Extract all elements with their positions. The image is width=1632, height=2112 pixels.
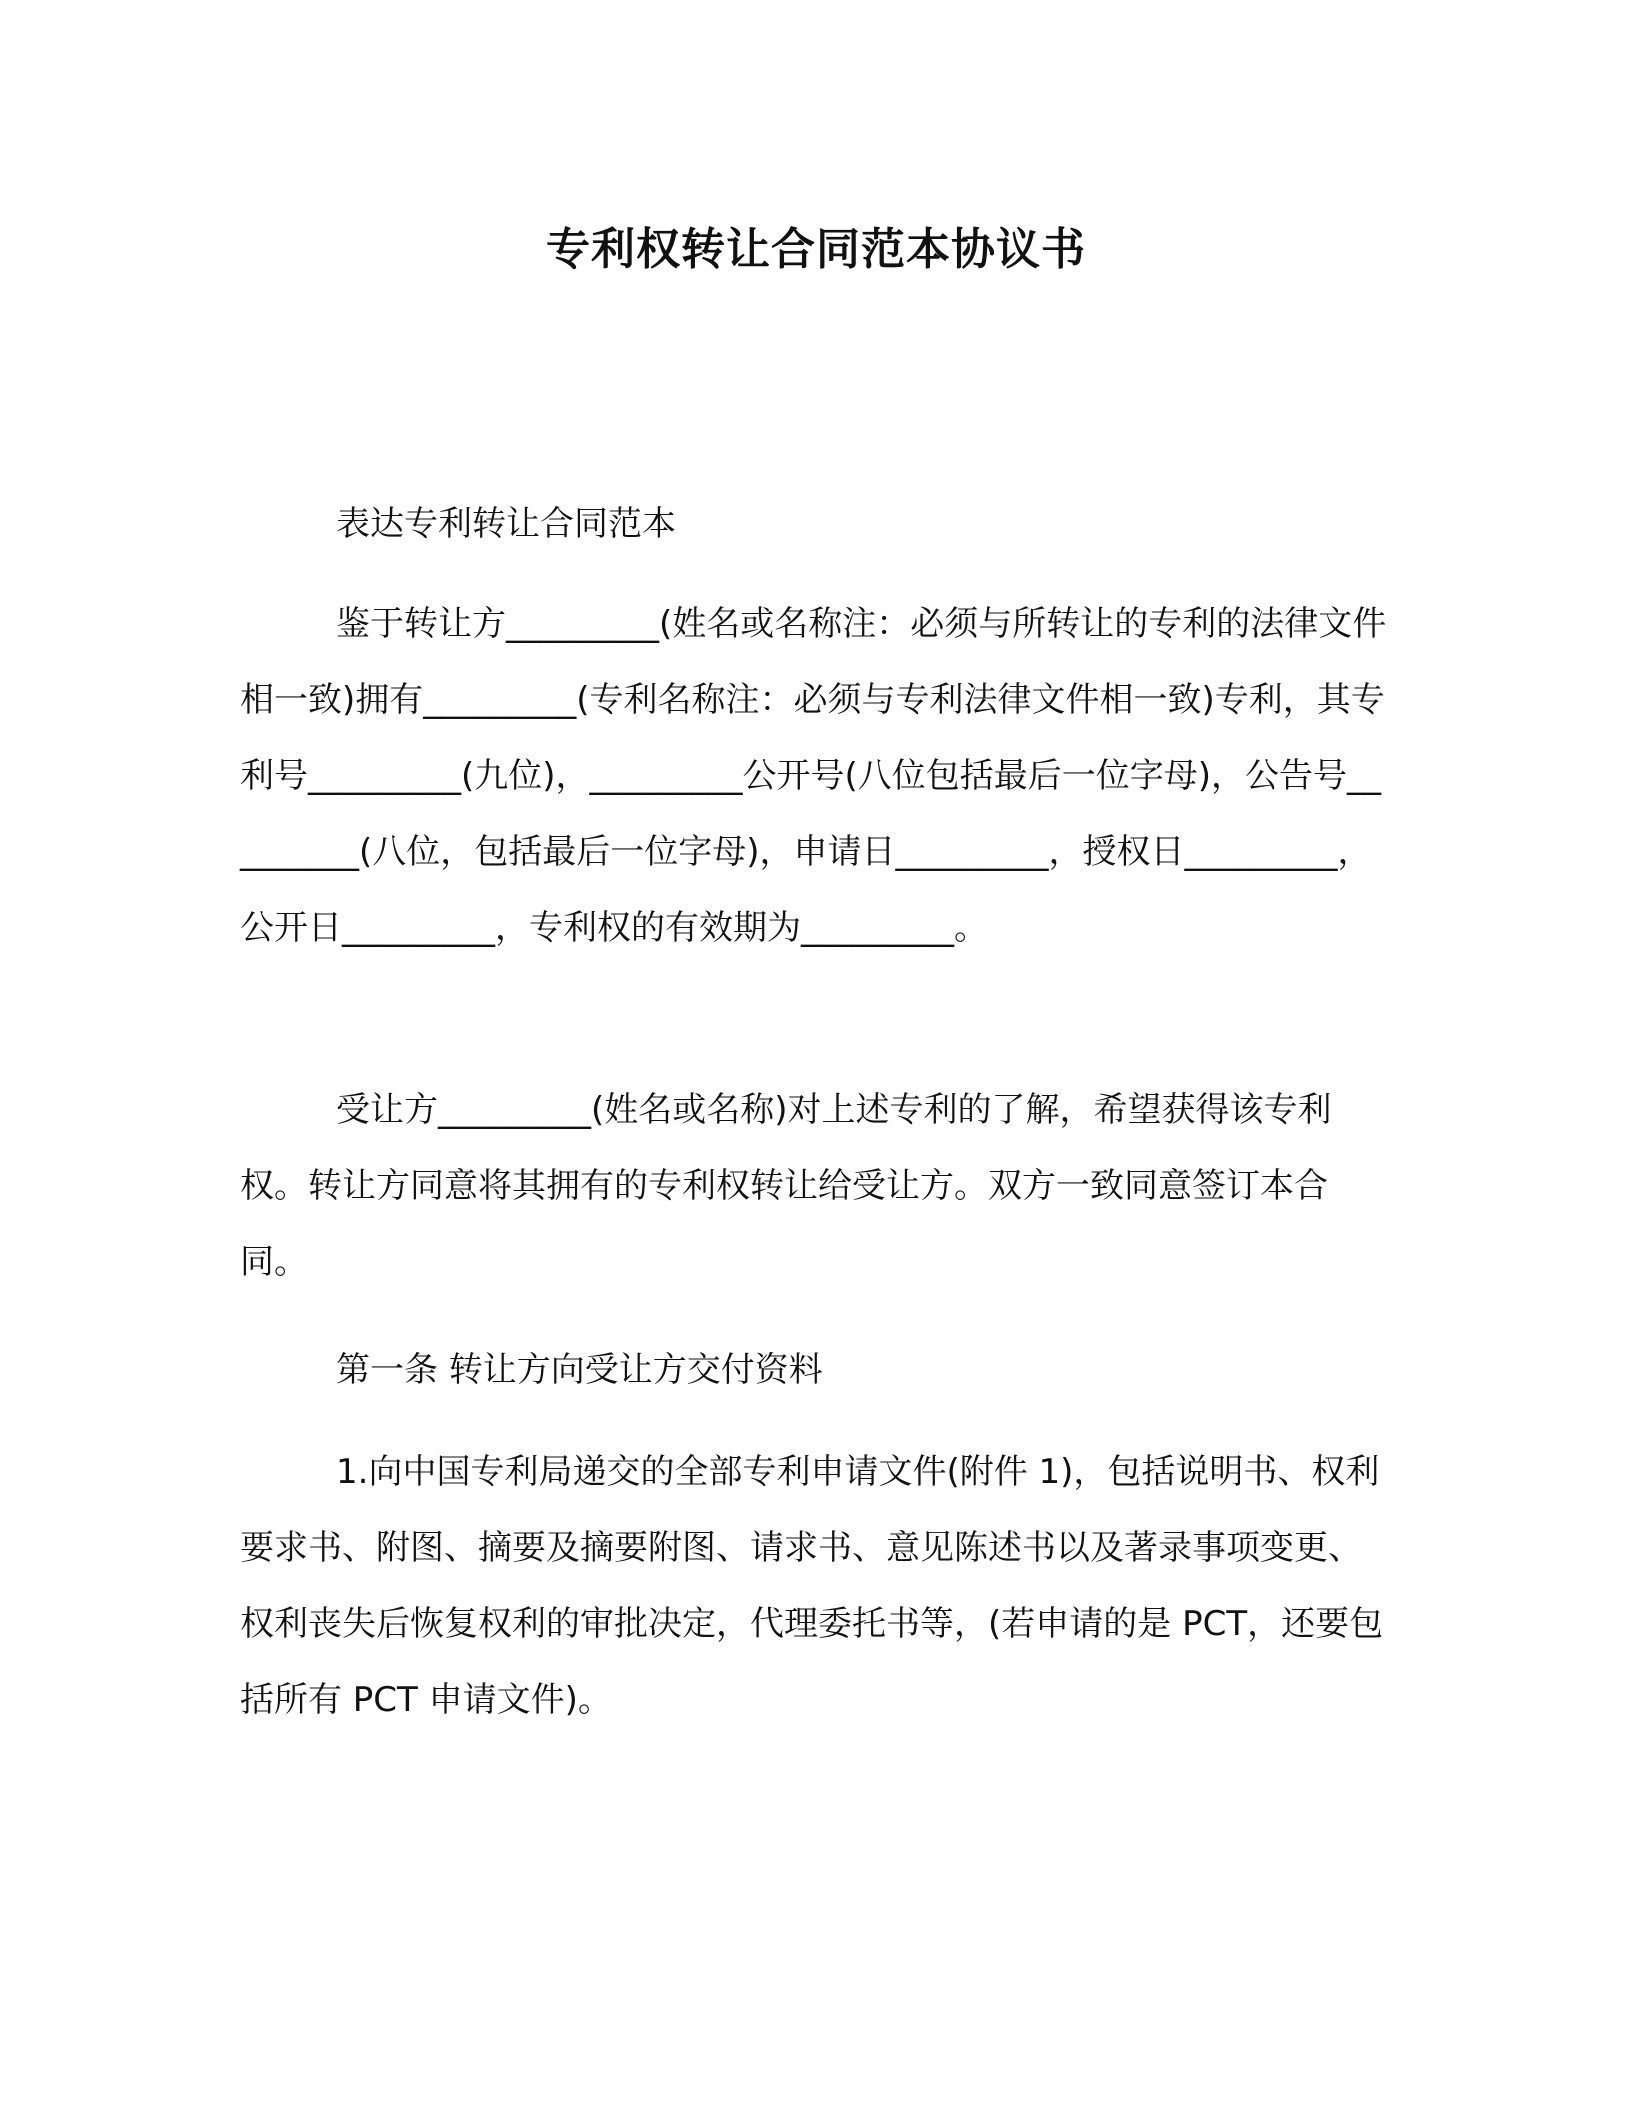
paragraph-assignee: 受让方_________(姓名或名称)对上述专利的了解，希望获得该专利权。转让方同意将其拥有的专利权转让给受让方。双方一致同意签订本合同。 — [240, 1090, 1332, 1282]
section-subheading: 表达专利转让合同范本 — [336, 504, 676, 544]
paragraph-recitals: 鉴于转让方_________(姓名或名称注：必须与所转让的专利的法律文件相一致)拥有_________(专利名称注：必须与专利法律文件相一致)专利，其专利号_________(九位)，_________公开号(八位包括最后一位字母)，公告号_________(八位，包括最后一位字母)，申请日_________，授权日_________，公开日_________，专利权的有效期为_________。 — [240, 604, 1387, 948]
document-title: 专利权转让合同范本协议书 — [546, 224, 1086, 275]
article-one-heading: 第一条 转让方向受让方交付资料 — [336, 1350, 823, 1390]
paragraph-article-one-item-1: 1.向中国专利局递交的全部专利申请文件(附件 1)，包括说明书、权利要求书、附图、摘要及摘要附图、请求书、意见陈述书以及著录事项变更、权利丧失后恢复权利的审批决定，代理委托书等，(若申请的是 PCT，还要包括所有 PCT 申请文件)。 — [240, 1452, 1384, 1720]
